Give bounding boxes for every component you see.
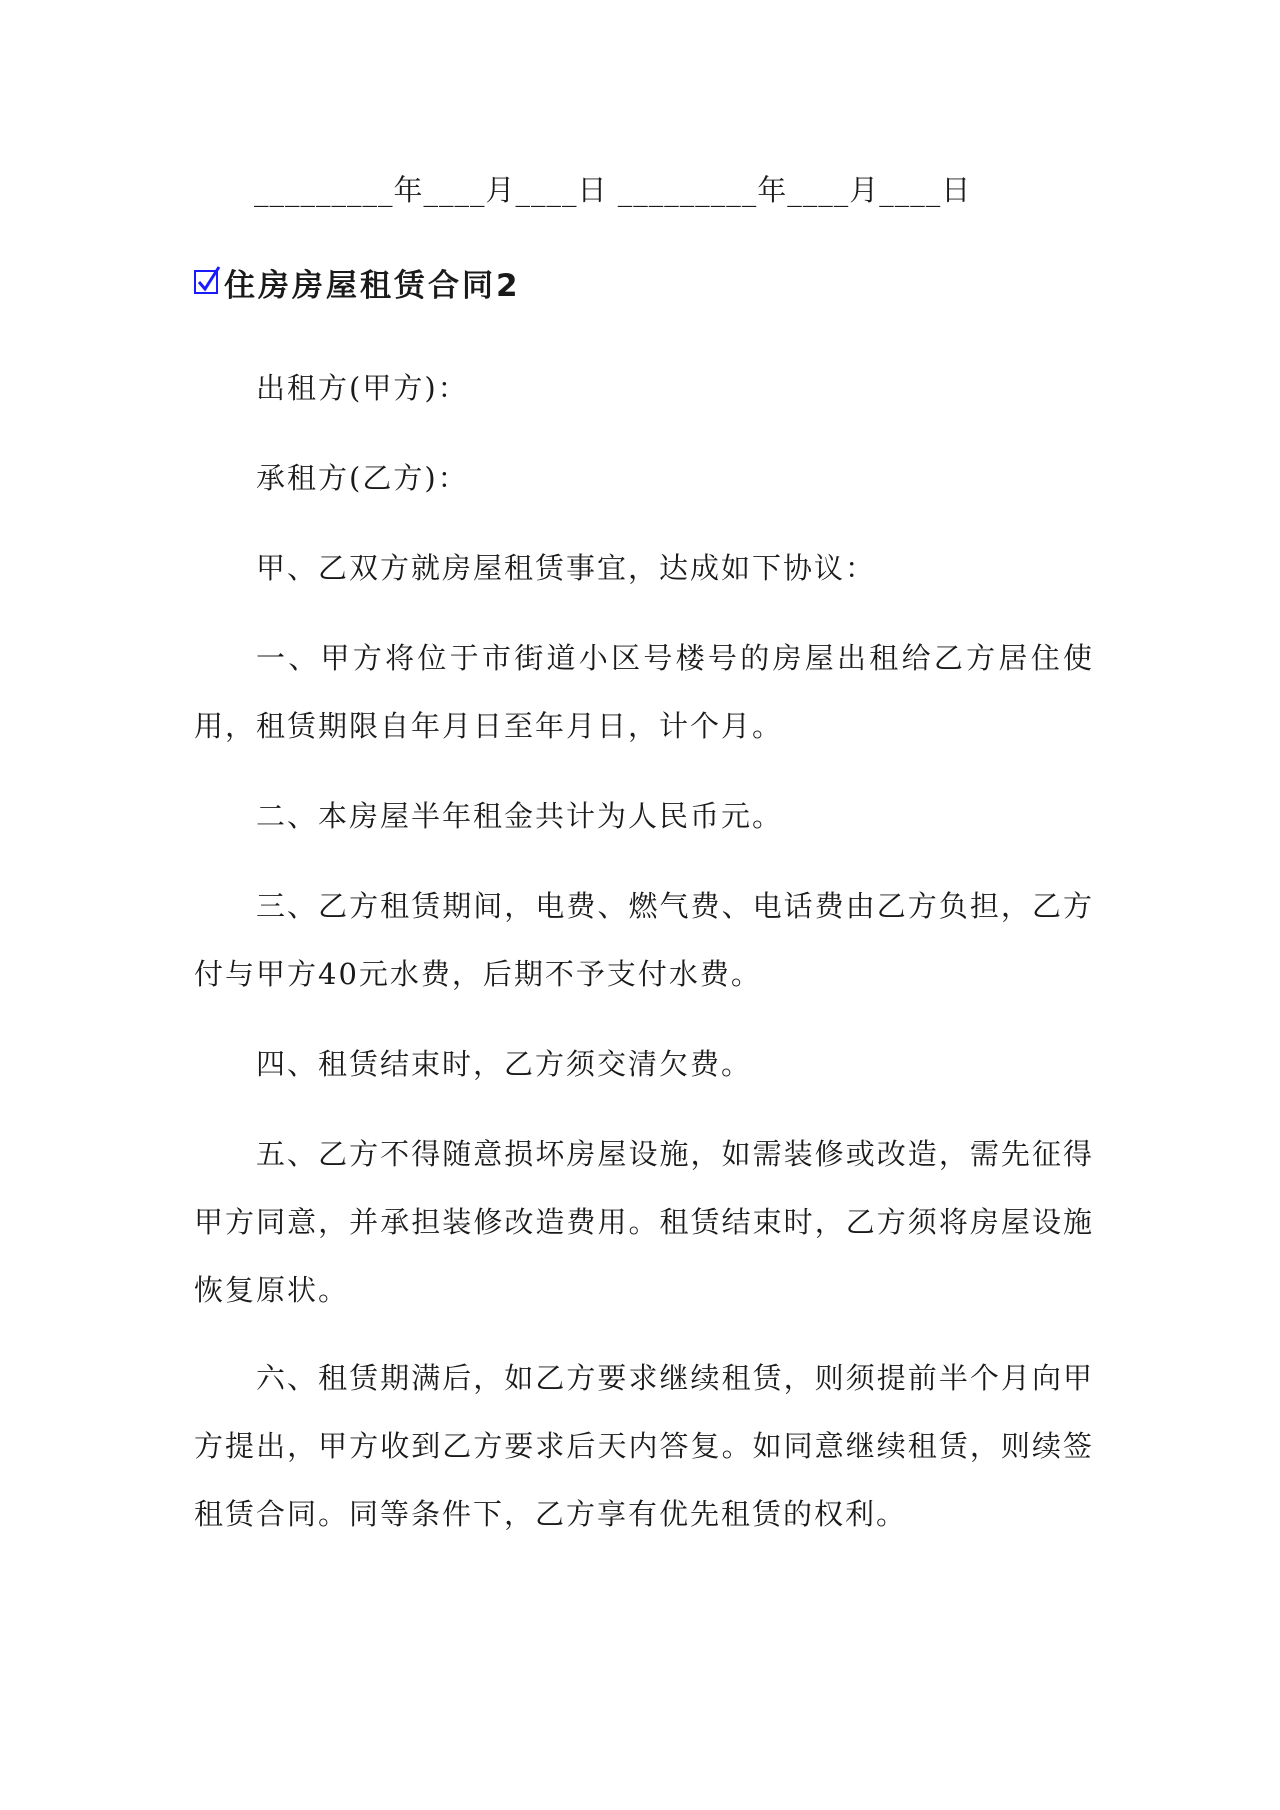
page-title: 住房房屋租赁合同2 — [224, 267, 521, 304]
section-heading — [194, 256, 521, 308]
paragraph-clause-3: 三、乙方租赁期间，电费、燃气费、电话费由乙方负担，乙方付与甲方40元水费，后期不予支付水费。 — [194, 889, 1094, 991]
paragraph-clause-2: 二、本房屋半年租金共计为人民币元。 — [256, 799, 784, 833]
paragraph-clause-4: 四、租赁结束时，乙方须交清欠费。 — [256, 1047, 753, 1081]
checkbox-checked-icon — [194, 270, 218, 294]
paragraph-lessor: 出租方(甲方)： — [256, 371, 469, 405]
paragraph-clause-6: 六、租赁期满后，如乙方要求继续租赁，则须提前半个月向甲方提出，甲方收到乙方要求后天内答复。如同意继续租赁，则续签租赁合同。同等条件下，乙方享有优先租赁的权利。 — [194, 1361, 1094, 1531]
paragraph-intro: 甲、乙双方就房屋租赁事宜，达成如下协议： — [256, 551, 877, 585]
paragraph-clause-5: 五、乙方不得随意损坏房屋设施，如需装修或改造，需先征得甲方同意，并承担装修改造费用。租赁结束时，乙方须将房屋设施恢复原状。 — [194, 1137, 1094, 1307]
paragraph-clause-1: 一、甲方将位于市街道小区号楼号的房屋出租给乙方居住使用，租赁期限自年月日至年月日，计个月。 — [194, 641, 1094, 743]
paragraph-lessee: 承租方(乙方)： — [256, 461, 469, 495]
signature-date-line: _________年____月____日 _________年____月____日 — [254, 173, 972, 207]
